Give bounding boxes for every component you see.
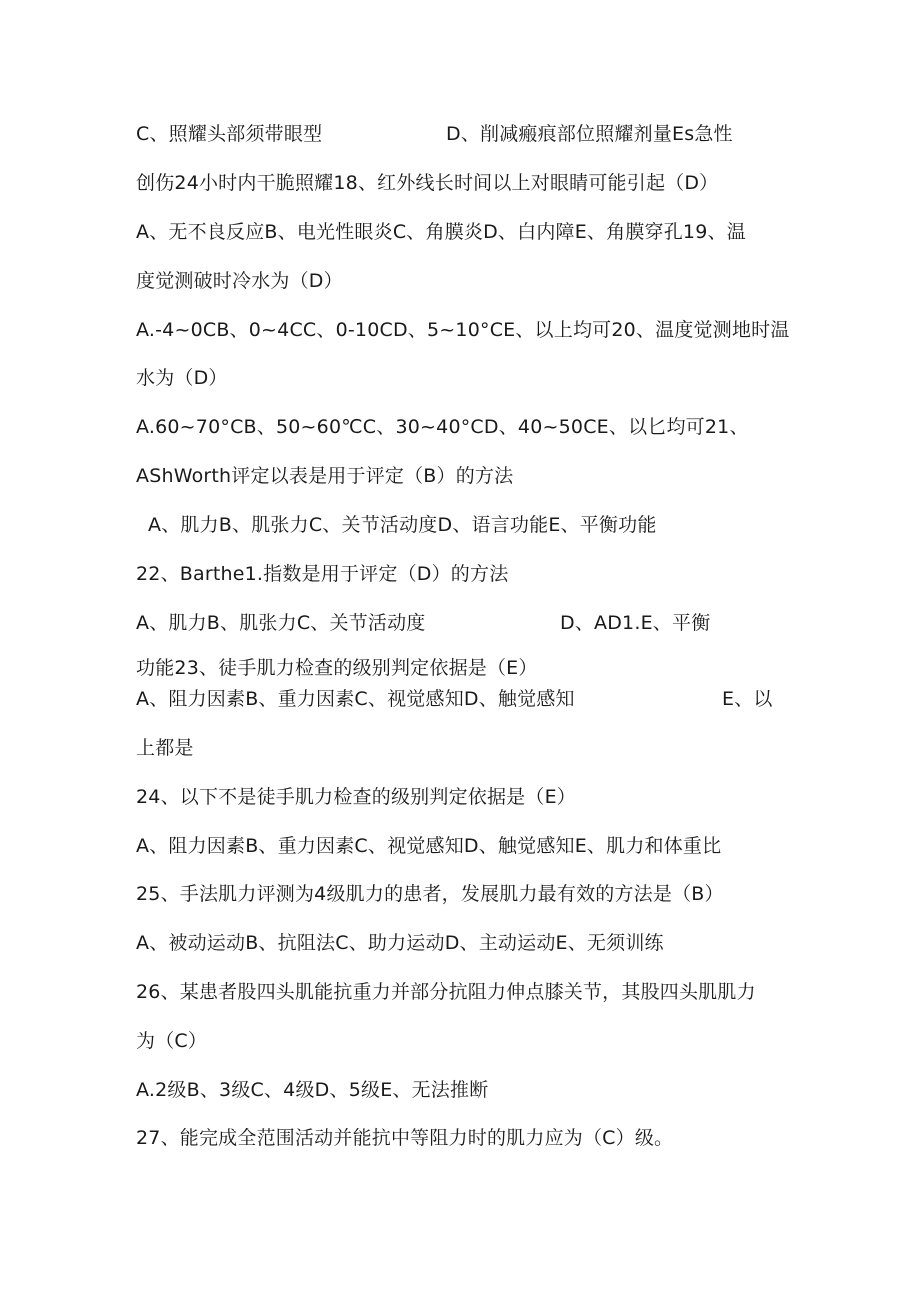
text-line-19: 26、某患者股四头肌能抗重力并部分抗阻力伸点膝关节，其股四头肌肌力 xyxy=(136,981,756,1003)
text-line-8: AShWorth评定以表是用于评定（B）的方法 xyxy=(136,465,514,487)
line-11-left: A、肌力B、肌张力C、关节活动度 xyxy=(136,612,426,634)
line-13-right: E、以 xyxy=(722,688,773,710)
text-line-20: 为（C） xyxy=(136,1030,208,1052)
text-line-21: A.2级B、3级C、4级D、5级E、无法推断 xyxy=(136,1079,489,1101)
text-line-9: A、肌力B、肌张力C、关节活动度D、语言功能E、平衡功能 xyxy=(148,514,657,536)
text-line-18: A、被动运动B、抗阻法C、助力运动D、主动运动E、无须训练 xyxy=(136,932,664,954)
text-line-7: A.60~70°CB、50~60℃C、30~40°CD、40~50CE、以匕均可21、 xyxy=(136,416,749,438)
line-1-left: C、照耀头部须带眼型 xyxy=(136,123,323,145)
text-line-3: A、无不良反应B、电光性眼炎C、角膜炎D、白内障E、角膜穿孔19、温 xyxy=(136,221,746,243)
text-line-2: 创伤24小时内干脆照耀18、红外线长时间以上对眼睛可能引起（D） xyxy=(136,172,719,194)
text-line-5: A.-4~0CB、0~4CC、0-10CD、5~10°CE、以上均可20、温度觉测地时温 xyxy=(136,319,790,341)
text-line-4: 度觉测破时冷水为（D） xyxy=(136,270,343,292)
text-line-10: 22、Barthe1.指数是用于评定（D）的方法 xyxy=(136,563,509,585)
text-line-16: A、阻力因素B、重力因素C、视觉感知D、触觉感知E、肌力和体重比 xyxy=(136,835,722,857)
text-line-6: 水为（D） xyxy=(136,367,228,389)
text-line-14: 上都是 xyxy=(136,737,194,759)
text-line-17: 25、手法肌力评测为4级肌力的患者，发展肌力最有效的方法是（B） xyxy=(136,883,724,905)
line-13-left: A、阻力因素B、重力因素C、视觉感知D、触觉感知 xyxy=(136,688,575,710)
text-line-15: 24、以下不是徒手肌力检查的级别判定依据是（E） xyxy=(136,786,576,808)
line-11-right: D、AD1.E、平衡 xyxy=(560,612,711,634)
line-1-right: D、削减瘢痕部位照耀剂量Es急性 xyxy=(446,123,733,145)
text-line-12: 功能23、徒手肌力检查的级别判定依据是（E） xyxy=(136,657,538,679)
text-line-22: 27、能完成全范围活动并能抗中等阻力时的肌力应为（C）级。 xyxy=(136,1127,674,1149)
